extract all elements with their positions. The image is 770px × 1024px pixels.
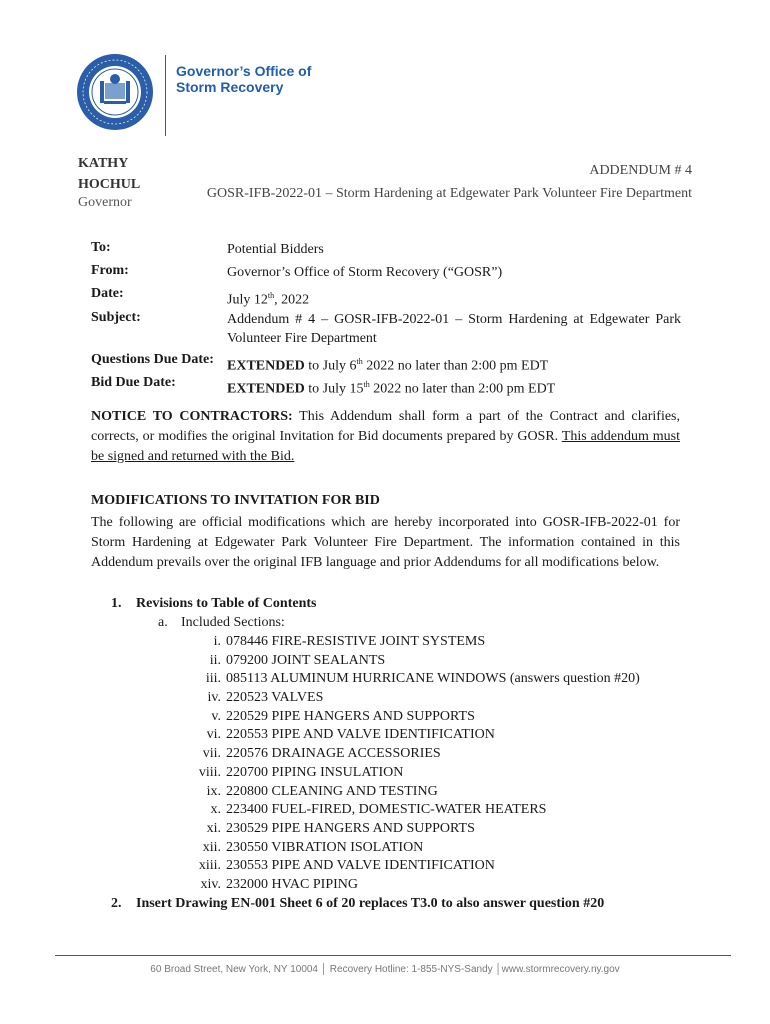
section-numeral: ii. <box>209 652 221 668</box>
sub-item-a <box>91 615 691 634</box>
section-numeral: i. <box>213 634 221 649</box>
list-item-1 <box>91 596 691 615</box>
org-name <box>176 63 311 95</box>
section-item <box>91 727 691 746</box>
section-item <box>91 634 691 653</box>
section-item <box>91 821 691 840</box>
notice-lead: NOTICE TO CONTRACTORS: <box>91 409 293 424</box>
notice-text: This Addendum shall form a part of the Contract and clarifies, corrects, or modifies the original Invitation for Bid documents prepared by GOSR. <box>91 409 680 444</box>
section-item <box>91 840 691 859</box>
section-title: 220800 CLEANING AND TESTING <box>226 783 438 799</box>
list-item-2 <box>91 896 691 915</box>
to-label: To: <box>91 240 111 255</box>
questions-prefix: to July 6 <box>304 358 357 374</box>
org-name-line2: Storm Recovery <box>176 79 284 95</box>
footer-divider <box>55 955 731 956</box>
from-value: Governor’s Office of Storm Recovery (“GOSR”) <box>227 265 503 280</box>
section-title: 078446 FIRE-RESISTIVE JOINT SYSTEMS <box>226 634 486 649</box>
questions-sup: th <box>356 356 363 366</box>
addendum-number: ADDENDUM # 4 <box>589 163 692 178</box>
section-numeral: x. <box>210 802 221 818</box>
sub-item-a-letter: a. <box>158 615 168 630</box>
date-suffix: , 2022 <box>274 292 310 308</box>
section-item <box>91 784 691 803</box>
date-label: Date: <box>91 286 124 301</box>
item-2-number: 2. <box>111 895 122 911</box>
questions-extended: EXTENDED <box>227 358 305 374</box>
section-numeral: vii. <box>202 746 221 762</box>
section-title: 220553 PIPE AND VALVE IDENTIFICATION <box>226 727 495 743</box>
section-title: 223400 FUEL-FIRED, DOMESTIC-WATER HEATERS <box>226 802 547 818</box>
governor-last-name: HOCHUL <box>78 177 141 192</box>
memo-bid-row <box>91 375 681 399</box>
addendum-subject-heading: GOSR-IFB-2022-01 – Storm Hardening at Edgewater Park Volunteer Fire Department <box>206 186 692 201</box>
section-numeral: viii. <box>198 764 221 780</box>
section-numeral: vi. <box>206 727 221 743</box>
section-item <box>91 802 691 821</box>
section-numeral: xi. <box>206 820 221 836</box>
section-title: 232000 HVAC PIPING <box>226 876 358 892</box>
section-title: 220700 PIPING INSULATION <box>226 764 404 780</box>
date-prefix: July 12 <box>227 292 268 308</box>
section-item <box>91 690 691 709</box>
notice-paragraph <box>91 407 680 467</box>
section-numeral: v. <box>211 708 221 724</box>
sections-list <box>91 634 691 896</box>
org-name-line1: Governor’s Office of <box>176 63 312 79</box>
section-item <box>91 709 691 728</box>
bid-prefix: to July 15 <box>304 381 364 397</box>
item-2-title: Insert Drawing EN-001 Sheet 6 of 20 replaces T3.0 to also answer question #20 <box>136 895 605 911</box>
questions-due-value <box>227 352 681 376</box>
state-seal-logo <box>76 53 154 131</box>
bid-extended: EXTENDED <box>227 381 305 397</box>
section-item <box>91 746 691 765</box>
questions-suffix: 2022 no later than 2:00 pm EDT <box>362 358 549 374</box>
date-value <box>227 286 681 310</box>
modifications-intro: The following are official modifications which are hereby incorporated into GOSR-IFB-2022-01 for Storm Hardening at Edgewater Park Volunteer Fire Department. The information contained in this Addendum prevails over the original IFB language and prior Addendums for all modifications below. <box>91 515 680 570</box>
section-numeral: ix. <box>206 783 221 799</box>
section-title: 230550 VIBRATION ISOLATION <box>226 839 424 855</box>
section-title: 079200 JOINT SEALANTS <box>226 652 386 668</box>
memo-to-row <box>91 240 681 263</box>
section-title: 230553 PIPE AND VALVE IDENTIFICATION <box>226 858 495 874</box>
sub-item-a-text: Included Sections: <box>181 615 285 630</box>
section-title: 220529 PIPE HANGERS AND SUPPORTS <box>226 708 475 724</box>
section-item <box>91 765 691 784</box>
memo-from-row <box>91 263 681 286</box>
memo-date-row <box>91 286 681 310</box>
memo-questions-row <box>91 352 681 376</box>
section-numeral: xii. <box>202 839 221 855</box>
questions-due-label: Questions Due Date: <box>91 351 214 367</box>
bid-due-value <box>227 375 681 399</box>
section-numeral: xiv. <box>200 876 221 892</box>
section-item <box>91 653 691 672</box>
footer-contact: 60 Broad Street, New York, NY 10004 │ Recovery Hotline: 1-855-NYS-Sandy │www.stormrecovery.ny.gov <box>150 964 620 975</box>
section-title: 085113 ALUMINUM HURRICANE WINDOWS (answers question #20) <box>226 671 640 687</box>
to-value: Potential Bidders <box>227 242 324 257</box>
bid-sup: th <box>363 380 370 390</box>
section-numeral: xiii. <box>198 858 221 874</box>
header-divider <box>165 55 166 136</box>
memo-subject-row <box>91 310 681 352</box>
date-sup: th <box>267 291 275 300</box>
section-numeral: iii. <box>205 671 221 687</box>
section-title: 220576 DRAINAGE ACCESSORIES <box>226 746 441 762</box>
from-label: From: <box>91 263 129 278</box>
section-item <box>91 877 691 896</box>
section-numeral: iv. <box>207 690 221 706</box>
governor-name <box>78 153 140 195</box>
notice-signed-requirement: This addendum must be signed and returned with the Bid. <box>91 429 680 464</box>
bid-suffix: 2022 no later than 2:00 pm EDT <box>369 381 556 397</box>
modifications-list <box>91 596 691 915</box>
section-item <box>91 671 691 690</box>
governor-first-name: KATHY <box>78 156 129 171</box>
memo-block <box>91 240 681 399</box>
subject-label: Subject: <box>91 309 141 325</box>
section-title: 230529 PIPE HANGERS AND SUPPORTS <box>226 820 475 836</box>
item-1-title: Revisions to Table of Contents <box>136 596 317 611</box>
governor-title: Governor <box>78 195 132 210</box>
subject-value: Addendum # 4 – GOSR-IFB-2022-01 – Storm Hardening at Edgewater Park Volunteer Fire Department <box>227 311 681 346</box>
section-item <box>91 858 691 877</box>
modifications-heading: MODIFICATIONS TO INVITATION FOR BID <box>91 493 380 508</box>
section-title: 220523 VALVES <box>226 690 324 706</box>
bid-due-label: Bid Due Date: <box>91 375 176 391</box>
item-1-number: 1. <box>111 596 122 611</box>
